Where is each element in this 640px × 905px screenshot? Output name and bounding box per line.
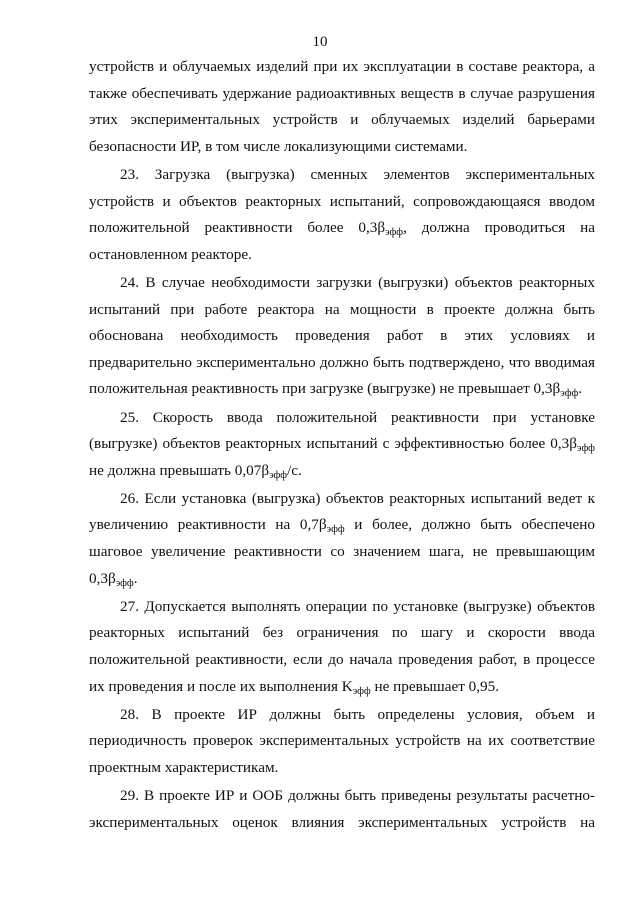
text-run: 28. В проекте ИР должны быть определены условия, объем и периодичность проверок экспериментальных устройств на их соответствие проектным характеристикам.: [89, 705, 595, 776]
text-run: 23. Загрузка (выгрузка) сменных элементов экспериментальных устройств и объектов реакторных испытаний, сопровождающаяся вводом положительной реактивности более 0,3β: [89, 165, 595, 237]
text-run: 26. Если установка (выгрузка) объектов реакторных испытаний ведет к увеличению реактивности на 0,7β: [89, 489, 595, 534]
subscript: эфф: [269, 469, 288, 481]
paragraph-p29: [89, 783, 595, 836]
subscript: эфф: [560, 388, 579, 400]
text-run: не должна превышать 0,07β: [89, 461, 270, 479]
paragraph-p23: [89, 162, 595, 268]
paragraph-p22-cont: [89, 54, 595, 160]
text-run: .: [133, 569, 138, 587]
text-run: 25. Скорость ввода положительной реактивности при установке (выгрузке) объектов реакторных испытаний с эффективностью более 0,3β: [89, 408, 595, 453]
subscript: эфф: [385, 227, 404, 239]
paragraph-p24: [89, 270, 595, 403]
text-run: 24. В случае необходимости загрузки (выгрузки) объектов реакторных испытаний при работе реактора на мощности в проекте должна быть обоснована необходимость проведения работ в этих условиях и предварительно экспериментально должно быть подтверждено, что вводимая положительная реактивность при загрузке (выгрузке) не превышает 0,3β: [89, 273, 595, 398]
subscript: эфф: [352, 685, 371, 697]
subscript: эфф: [326, 524, 345, 536]
text-run: и более, должно быть обеспечено шаговое увеличение реактивности со значением шага, не превышающим 0,3β: [89, 516, 595, 587]
text-run: не превышает 0,95.: [370, 677, 500, 695]
paragraph-p25: [89, 405, 595, 485]
paragraph-p27: [89, 594, 595, 700]
text-run: /с.: [287, 461, 302, 479]
paragraph-p28: [89, 702, 595, 782]
paragraph-p26: [89, 486, 595, 592]
subscript: эфф: [577, 443, 595, 455]
page-number: 10: [312, 34, 328, 50]
document-body: [89, 54, 595, 838]
text-run: 29. В проекте ИР и ООБ должны быть приведены результаты расчетно-экспериментальных оценок влияния экспериментальных устройств на: [89, 787, 595, 831]
text-run: .: [578, 380, 583, 398]
subscript: эфф: [115, 577, 134, 589]
text-run: устройств и облучаемых изделий при их эксплуатации в составе реактора, а также обеспечивать удержание радиоактивных веществ в случае разрушения этих экспериментальных устройств и облучаемых изделий барьерами безопасности ИР, в том числе локализующими системами.: [89, 58, 595, 155]
text-run: 27. Допускается выполнять операции по установке (выгрузке) объектов реакторных испытаний без ограничения по шагу и скорости ввода положительной реактивности, если до начала проведения работ, в процессе их проведения и после их выполнения K: [89, 597, 595, 695]
text-run: , должна проводиться на остановленном реакторе.: [89, 219, 595, 263]
